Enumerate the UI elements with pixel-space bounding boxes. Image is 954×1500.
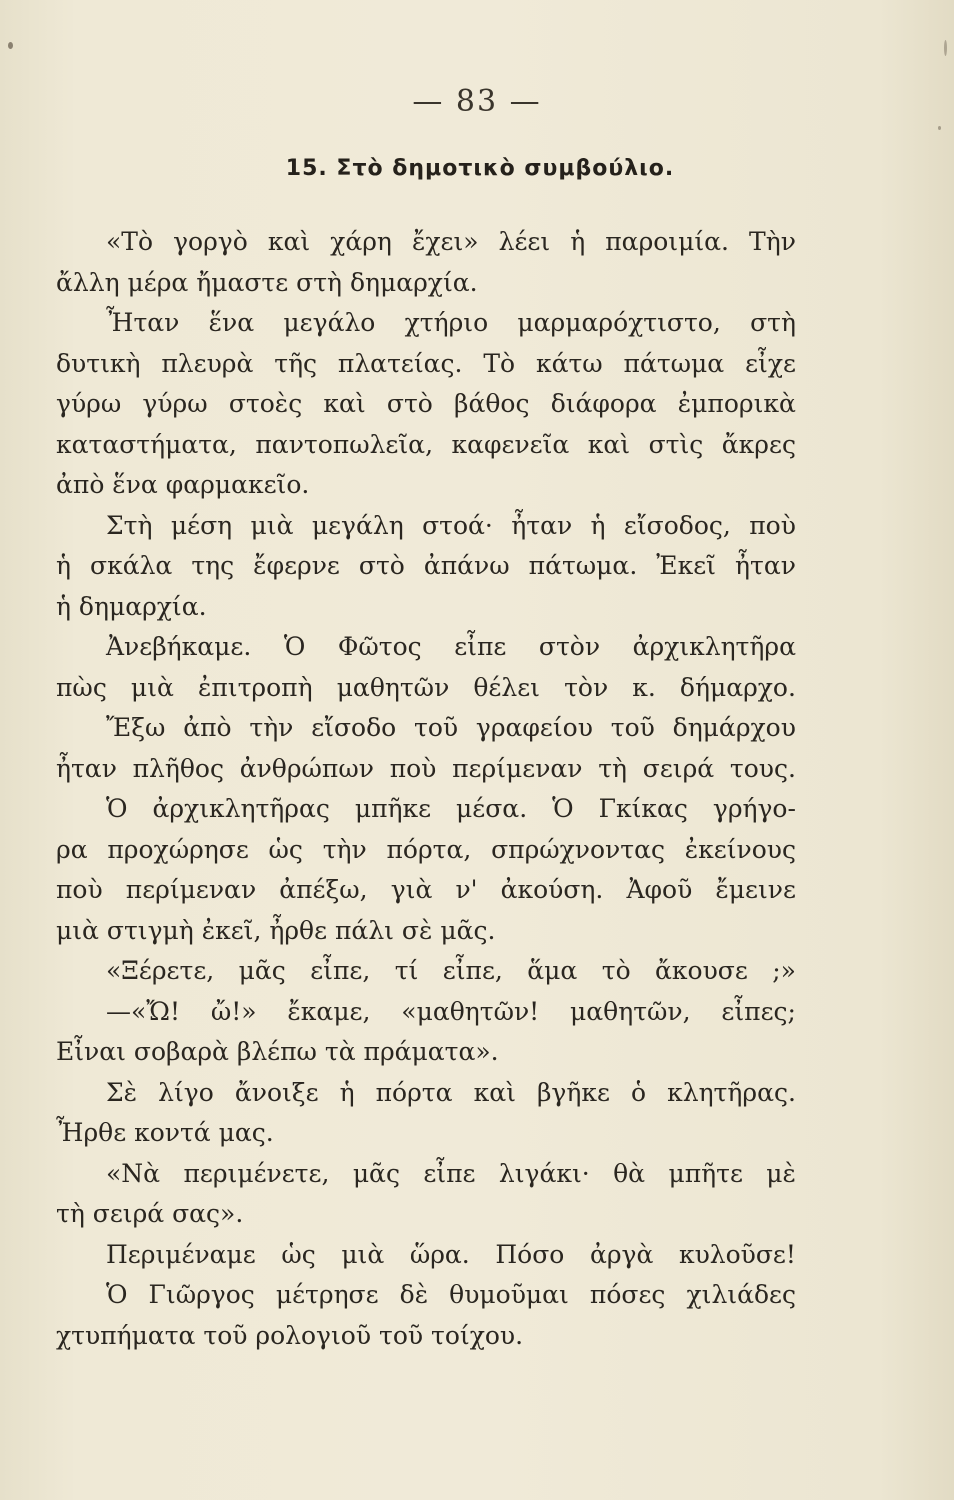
text-line [56,789,796,830]
word: καὶ [587,429,631,459]
word: ἐκείνους [684,834,796,864]
word: ἔμεινε [715,875,796,904]
text-line [56,830,796,871]
word: ποὺ [389,753,437,783]
word: λίγο [158,1077,214,1107]
word: τὴν [322,834,367,864]
word: κάτω [535,348,603,378]
word: Σὲ [106,1077,138,1107]
word: καὶ [473,1077,516,1107]
word: —«Ὤ! [106,996,180,1026]
word: Ὁ [283,632,306,661]
word: ἡ [56,551,71,580]
word: βάθος [454,389,530,418]
word: πλευρὰ [161,348,254,378]
chapter-title: 15. Στὸ δημοτικὸ συμβούλιο. [285,156,675,181]
word: στὴ [750,308,796,337]
word: πόρτα, [386,834,472,864]
word: δήμαρχο. [679,672,796,702]
word: καὶ [267,227,311,256]
text-line [56,546,796,587]
word: Τὸ [483,348,516,378]
word: σπρώχνοντας [491,834,665,864]
paper-speck [944,40,947,56]
word: ἦταν [735,551,796,580]
word: καὶ [323,389,366,418]
word: ἡ [570,227,586,256]
word: ἔχει» [411,227,479,256]
word: μιὰ [341,1239,385,1269]
text-line: μιὰ στιγμὴ ἐκεῖ, ἦρθε πάλι σὲ μᾶς. [56,915,496,945]
word: ἦταν [511,510,573,540]
text-line [56,668,796,709]
word: χιλιάδες [686,1280,796,1309]
text-line: ἀπὸ ἕνα φαρμακεῖο. [56,470,310,499]
word: τῆς [274,348,318,378]
word: μιὰ [130,672,174,702]
word: εἴσοδος, [623,510,731,540]
word: τὸ [601,956,631,985]
text-line [56,344,796,385]
word: γοργὸ [173,227,248,256]
word: ;» [772,956,796,985]
word: στὶς [648,429,704,459]
word: χάρη [330,227,392,256]
word: μεγάλο [283,308,376,337]
word: Περιμέναμε [106,1239,256,1269]
word: τὴ [598,753,628,783]
word: δυτικὴ [56,348,141,378]
text-line [56,708,796,749]
word: ἔφερνε [253,551,340,580]
text-line [56,627,796,668]
word: μᾶς [352,1158,400,1188]
word: κυλοῦσε! [678,1239,796,1269]
word: ἀνθρώπων [239,753,374,783]
word: δὲ [399,1280,429,1309]
word: ποὺ [749,510,796,540]
word: μαρμαρόχτιστο, [517,308,721,337]
text-line [56,1275,796,1316]
text-line: τὴ σειρά σας». [56,1199,244,1228]
word: Ὁ [552,794,574,823]
word: πάτωμα [623,348,725,378]
word: ὁ [630,1077,647,1107]
text-line [56,870,796,911]
word: εἶπες; [721,996,796,1026]
word: τὸν [564,672,609,702]
word: ἀκούση. [500,875,604,904]
word: τί [394,956,419,985]
word: ἡ [590,510,606,540]
text-line [56,384,796,425]
word: Ὁ [106,794,128,823]
word: ἀρχικλητῆρας [152,794,330,823]
word: Τὴν [749,227,796,256]
word: πόσες [589,1280,666,1309]
word: μᾶς [238,956,286,985]
word: μπῆτε [668,1158,743,1188]
word: τὴν [249,713,294,742]
word: εἶπε, [442,956,503,985]
body-text [56,222,796,1356]
word: ὡς [268,834,303,864]
word: γρήγο- [712,794,796,823]
word: θέλει [473,672,540,702]
text-line [56,749,796,790]
word: εἶχε [745,348,796,378]
word: στοά· [422,510,493,540]
word: μπῆκε [354,794,432,823]
word: «Τὸ [106,227,154,256]
word: πλατείας. [337,348,463,378]
word: περιμένετε, [183,1158,330,1188]
word: ὡς [281,1239,316,1269]
word: σκάλα [90,551,173,580]
word: ἄκρες [721,429,796,459]
word: ἔκαμε, [287,996,371,1026]
word: μιὰ [250,510,294,540]
word: Ὁ [106,1280,128,1309]
word: πὼς [56,672,107,702]
word: γύρω [142,389,208,418]
word: μέση [170,510,233,540]
word: Ἐκεῖ [656,551,716,580]
word: γύρω [56,389,122,418]
word: λιγάκι· [498,1158,590,1188]
word: μέτρησε [275,1280,379,1309]
word: ἄκουσε [655,956,748,985]
text-line: Ἦρθε κοντά μας. [56,1118,274,1147]
page-number: — 83 — [412,84,542,119]
word: πλῆθος [132,753,224,783]
word: λέει [498,227,551,256]
word: της [191,551,235,580]
word: Στὴ [106,510,153,540]
word: πάτωμα. [528,551,638,580]
word: «μαθητῶν! [401,996,540,1026]
word: μὲ [766,1158,796,1188]
word: προχώρησε [107,834,249,864]
paper-speck [938,126,941,130]
word: Ἦταν [106,308,180,337]
text-line [56,425,796,466]
word: εἶπε, [310,956,371,985]
word: εἶπε [423,1158,476,1188]
word: πόρτα [375,1077,453,1107]
word: καφενεῖα [451,429,570,459]
word: Πόσο [495,1239,565,1269]
text-line [56,303,796,344]
word: ἄνοιξε [234,1077,319,1107]
word: ποὺ [56,875,103,904]
word: στὸν [538,632,601,661]
word: θὰ [613,1158,646,1188]
word: ἕνα [208,308,255,337]
word: μαθητῶν, [570,996,691,1026]
word: κ. [632,672,656,702]
word: ἀπέξω, [279,875,368,904]
word: γιὰ [390,875,433,904]
text-line [56,1073,796,1114]
text-line: χτυπήματα τοῦ ρολογιοῦ τοῦ τοίχου. [56,1320,524,1350]
word: βγῆκε [536,1077,610,1107]
text-line: Εἶναι σοβαρὰ βλέπω τὰ πράματα». [56,1037,499,1066]
word: ἦταν [56,753,117,783]
word: Ἀνεβήκαμε. [106,632,252,661]
word: ἅμα [527,956,578,985]
paper-speck [8,42,13,49]
word: τοῦ [414,713,459,742]
text-line [56,1154,796,1195]
word: ρα [56,834,88,864]
word: στὸ [358,551,405,580]
word: «Ξέρετε, [106,956,215,985]
word: ἀπὸ [183,713,232,742]
word: θυμοῦμαι [449,1280,569,1309]
word: περίμεναν [125,875,257,904]
word: περίμεναν [452,753,583,783]
word: γραφείου [475,713,593,742]
word: καταστήματα, [56,429,237,459]
word: εἴσοδο [311,713,397,742]
word: ἐμπορικὰ [677,389,796,418]
word: μεγάλη [311,510,404,540]
word: χτήριο [404,308,489,337]
text-line [56,1235,796,1276]
word: διάφορα [550,389,657,418]
word: παροιμία. [605,227,729,256]
text-line: ἡ δημαρχία. [56,591,207,621]
word: ν' [455,875,478,904]
word: Γκίκας [598,794,688,823]
word: ἀργὰ [589,1239,654,1269]
word: τοῦ [610,713,655,742]
word: Φῶτος [337,632,422,661]
word: μέσα. [456,794,528,823]
text-line [56,951,796,992]
word: Γιῶργος [148,1280,255,1309]
word: Ἔξω [106,713,166,742]
word: στοὲς [228,389,303,418]
text-line [56,992,796,1033]
text-line [56,506,796,547]
word: ὤ!» [210,996,257,1026]
text-line [56,222,796,263]
word: τους. [729,753,796,783]
word: Ἀφοῦ [626,875,693,904]
word: ἀπάνω [423,551,510,580]
word: δημάρχου [672,713,796,742]
word: εἶπε [454,632,507,661]
word: σειρά [642,753,715,783]
word: ἀρχικλητῆρα [632,632,796,661]
word: στὸ [386,389,433,418]
word: κλητῆρας. [667,1077,796,1107]
word: ὥρα. [409,1239,470,1269]
word: παντοπωλεῖα, [255,429,434,459]
word: μαθητῶν [336,672,450,702]
word: ἡ [339,1077,355,1107]
word: ἐπιτροπὴ [197,672,313,702]
word: «Νὰ [106,1158,161,1188]
text-line: ἄλλη μέρα ἤμαστε στὴ δημαρχία. [56,267,478,297]
